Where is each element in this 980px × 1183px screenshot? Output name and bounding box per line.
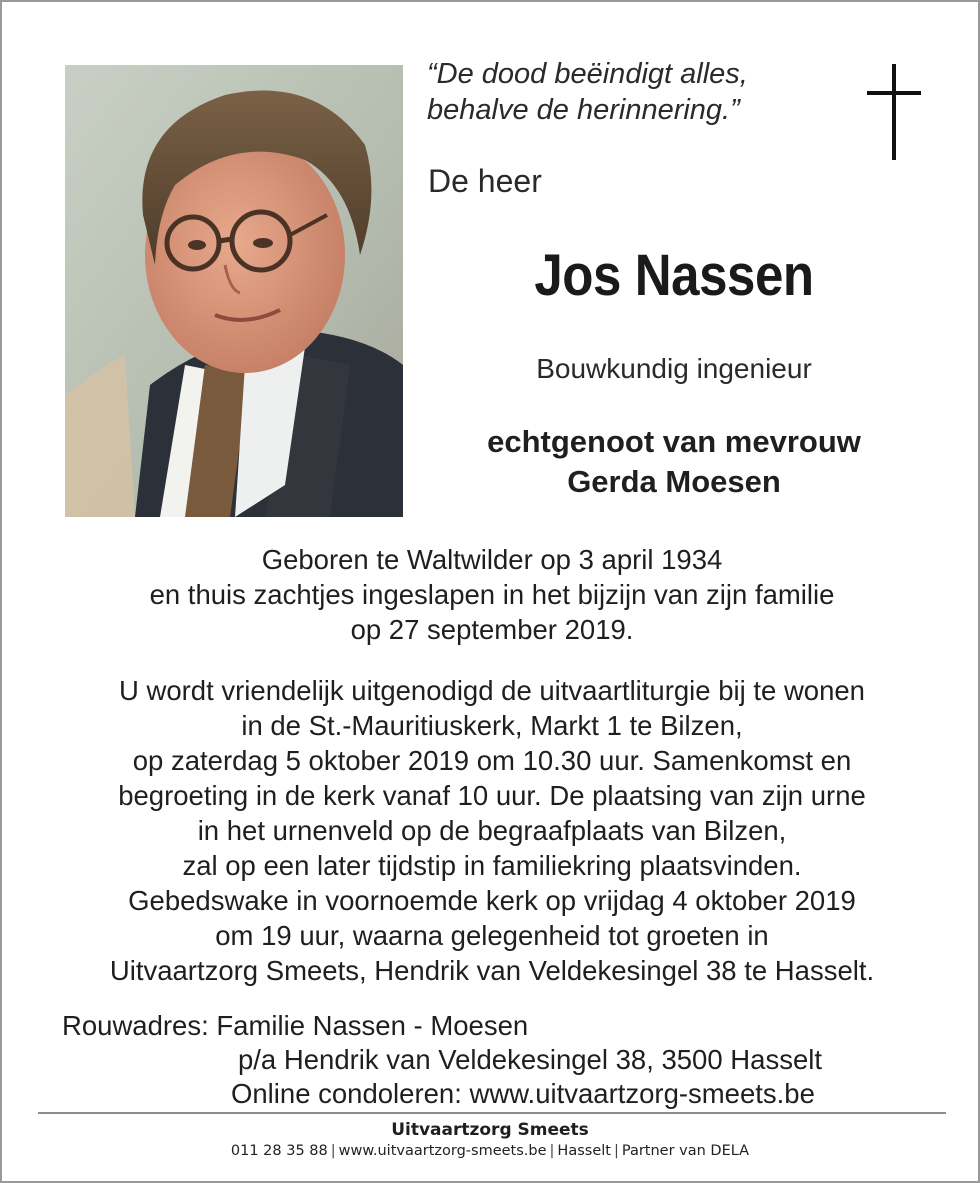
- text-line: U wordt vriendelijk uitgenodigd de uitvaartliturgie bij te wonen: [119, 675, 865, 706]
- text-line: begroeting in de kerk vanaf 10 uur. De plaatsing van zijn urne: [118, 780, 866, 811]
- text-line: Geboren te Waltwilder op 3 april 1934: [261, 544, 723, 575]
- text-line: op zaterdag 5 oktober 2019 om 10.30 uur. Samenkomst en: [132, 745, 852, 776]
- spouse-info: [418, 422, 930, 502]
- quote-line: “De dood beëindigt alles,: [427, 58, 748, 90]
- footer-separator: |: [330, 1143, 336, 1159]
- text-line: in het urnenveld op de begraafplaats van Bilzen,: [197, 815, 787, 846]
- cross-icon: [864, 62, 924, 162]
- footer-website: www.uitvaartzorg-smeets.be: [338, 1143, 547, 1159]
- footer-separator: |: [613, 1143, 619, 1159]
- portrait-photo: [65, 65, 403, 517]
- spouse-line: echtgenoot van mevrouw: [487, 424, 861, 459]
- footer-partner: Partner van DELA: [621, 1143, 750, 1159]
- text-line: om 19 uur, waarna gelegenheid tot groeten in: [215, 920, 769, 951]
- funeral-home-name: Uitvaartzorg Smeets: [391, 1120, 589, 1140]
- birth-death-text: [42, 542, 942, 647]
- mourning-address-line: p/a Hendrik van Veldekesingel 38, 3500 Hasselt: [238, 1044, 822, 1075]
- text-line: zal op een later tijdstip in familiekring plaatsvinden.: [182, 850, 802, 881]
- portrait-image: [65, 65, 403, 517]
- deceased-name: Jos Nassen: [534, 243, 814, 308]
- footer-separator: |: [549, 1143, 555, 1159]
- spouse-name: Gerda Moesen: [567, 464, 781, 499]
- text-line: en thuis zachtjes ingeslapen in het bijzijn van zijn familie: [149, 579, 835, 610]
- text-line: in de St.-Mauritiuskerk, Markt 1 te Bilzen,: [241, 710, 743, 741]
- footer-phone: 011 28 35 88: [230, 1143, 328, 1159]
- mourning-address-line: Rouwadres: Familie Nassen - Moesen: [62, 1010, 529, 1041]
- invitation-text: [42, 673, 942, 988]
- text-line: Gebedswake in voornoemde kerk op vrijdag 4 oktober 2019: [128, 885, 856, 916]
- profession: Bouwkundig ingenieur: [536, 353, 812, 384]
- funeral-home-contact: [2, 1141, 978, 1161]
- footer-city: Hasselt: [557, 1143, 611, 1159]
- footer-divider: [38, 1112, 946, 1114]
- online-condolence-line: Online condoleren: www.uitvaartzorg-smeets.be: [231, 1078, 815, 1109]
- quote-line: behalve de herinnering.”: [427, 94, 740, 126]
- honorific-title: De heer: [428, 163, 542, 199]
- text-line: Uitvaartzorg Smeets, Hendrik van Veldekesingel 38 te Hasselt.: [109, 955, 875, 986]
- memorial-quote: [427, 56, 847, 128]
- text-line: op 27 september 2019.: [350, 614, 634, 645]
